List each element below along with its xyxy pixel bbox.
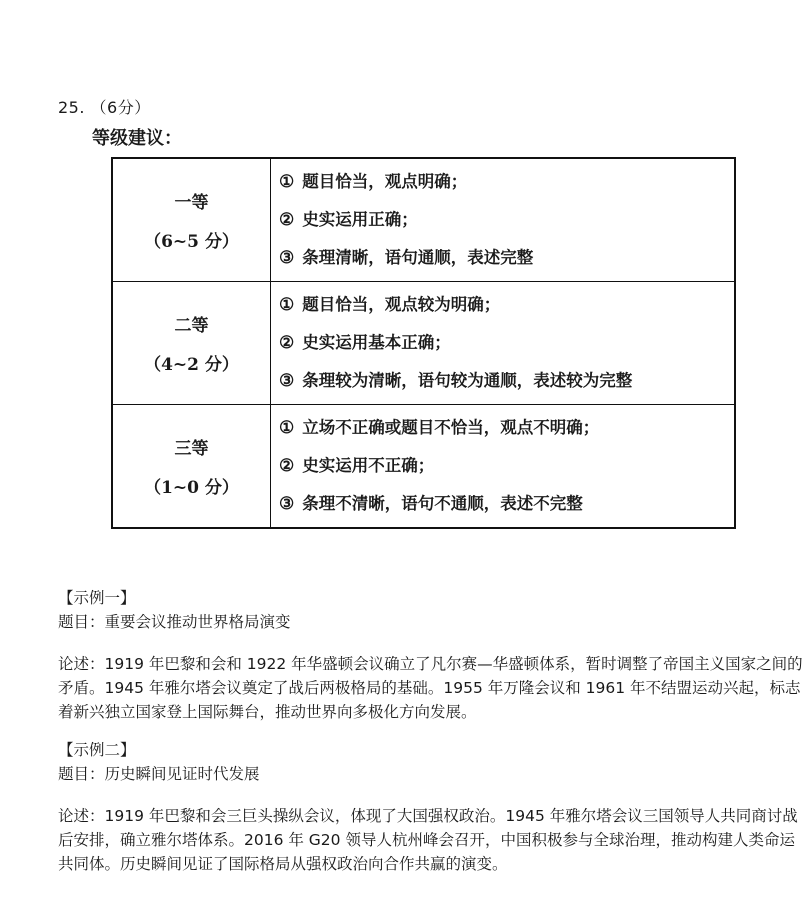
- criterion-number: ③: [279, 494, 295, 514]
- example-label: 【示例一】: [58, 589, 136, 607]
- criterion-number: ②: [279, 210, 295, 230]
- criterion-line: [279, 201, 724, 239]
- question-points: （6分）: [90, 98, 151, 117]
- criterion-line: [279, 286, 724, 324]
- criterion-line: [279, 163, 724, 201]
- question-header: [58, 95, 151, 118]
- grade-criteria-cell: [271, 405, 736, 529]
- example-body: 论述：1919 年巴黎和会三巨头操纵会议，体现了大国强权政治。1945 年雅尔塔会议三国领导人共同商讨战后安排，确立雅尔塔体系。2016 年 G20 领导人杭州峰会召开，中国积极参与全球治理，推动构建人类命运共同体。历史瞬间见证了国际格局从强权政治向合作共赢的演变。: [58, 807, 798, 873]
- criterion-text: 条理较为清晰，语句较为通顺，表述较为完整: [302, 371, 633, 390]
- criterion-text: 题目恰当，观点明确；: [302, 172, 468, 191]
- criterion-number: ②: [279, 333, 295, 353]
- criterion-number: ①: [279, 295, 295, 315]
- grade-criteria-cell: [271, 282, 736, 405]
- criterion-text: 史实运用基本正确；: [302, 333, 451, 352]
- grade-row-second: [112, 282, 735, 405]
- grade-criteria-cell: [271, 158, 736, 282]
- criterion-number: ③: [279, 248, 295, 268]
- criterion-line: [279, 362, 724, 400]
- grade-row-first: [112, 158, 735, 282]
- grade-level-score: （4~2 分）: [144, 355, 239, 375]
- grade-level-name: 三等: [174, 439, 209, 459]
- question-number: 25.: [58, 98, 85, 117]
- grade-level-name: 一等: [174, 193, 209, 213]
- criterion-line: [279, 485, 724, 523]
- criterion-text: 史实运用正确；: [302, 210, 418, 229]
- criterion-number: ②: [279, 456, 295, 476]
- grade-level-cell: [112, 405, 271, 529]
- criterion-number: ③: [279, 371, 295, 391]
- grade-suggestion-title: 等级建议：: [92, 128, 182, 149]
- criterion-number: ①: [279, 172, 295, 192]
- example-two: [58, 738, 803, 876]
- example-one: [58, 586, 803, 724]
- grade-level-score: （1~0 分）: [144, 478, 239, 498]
- criterion-text: 史实运用不正确；: [302, 456, 435, 475]
- criterion-text: 题目恰当，观点较为明确；: [302, 295, 501, 314]
- criterion-line: [279, 409, 724, 447]
- criterion-text: 条理不清晰，语句不通顺，表述不完整: [302, 494, 583, 513]
- criterion-text: 立场不正确或题目不恰当，观点不明确；: [302, 418, 600, 437]
- example-title: 题目：历史瞬间见证时代发展: [58, 765, 260, 783]
- criterion-number: ①: [279, 418, 295, 438]
- criterion-line: [279, 239, 724, 277]
- grade-row-third: [112, 405, 735, 529]
- grade-level-cell: [112, 282, 271, 405]
- grading-table: [111, 157, 736, 529]
- criterion-text: 条理清晰，语句通顺，表述完整: [302, 248, 534, 267]
- example-label: 【示例二】: [58, 741, 136, 759]
- example-body: 论述：1919 年巴黎和会和 1922 年华盛顿会议确立了凡尔赛—华盛顿体系，暂时调整了帝国主义国家之间的矛盾。1945 年雅尔塔会议奠定了战后两极格局的基础。1955 年万隆会议和 1961 年不结盟运动兴起，标志着新兴独立国家登上国际舞台，推动世界向多极化方向发展。: [58, 655, 803, 721]
- grade-level-score: （6~5 分）: [144, 232, 239, 252]
- grade-level-cell: [112, 158, 271, 282]
- example-title: 题目：重要会议推动世界格局演变: [58, 613, 291, 631]
- grade-level-name: 二等: [174, 316, 209, 336]
- criterion-line: [279, 447, 724, 485]
- criterion-line: [279, 324, 724, 362]
